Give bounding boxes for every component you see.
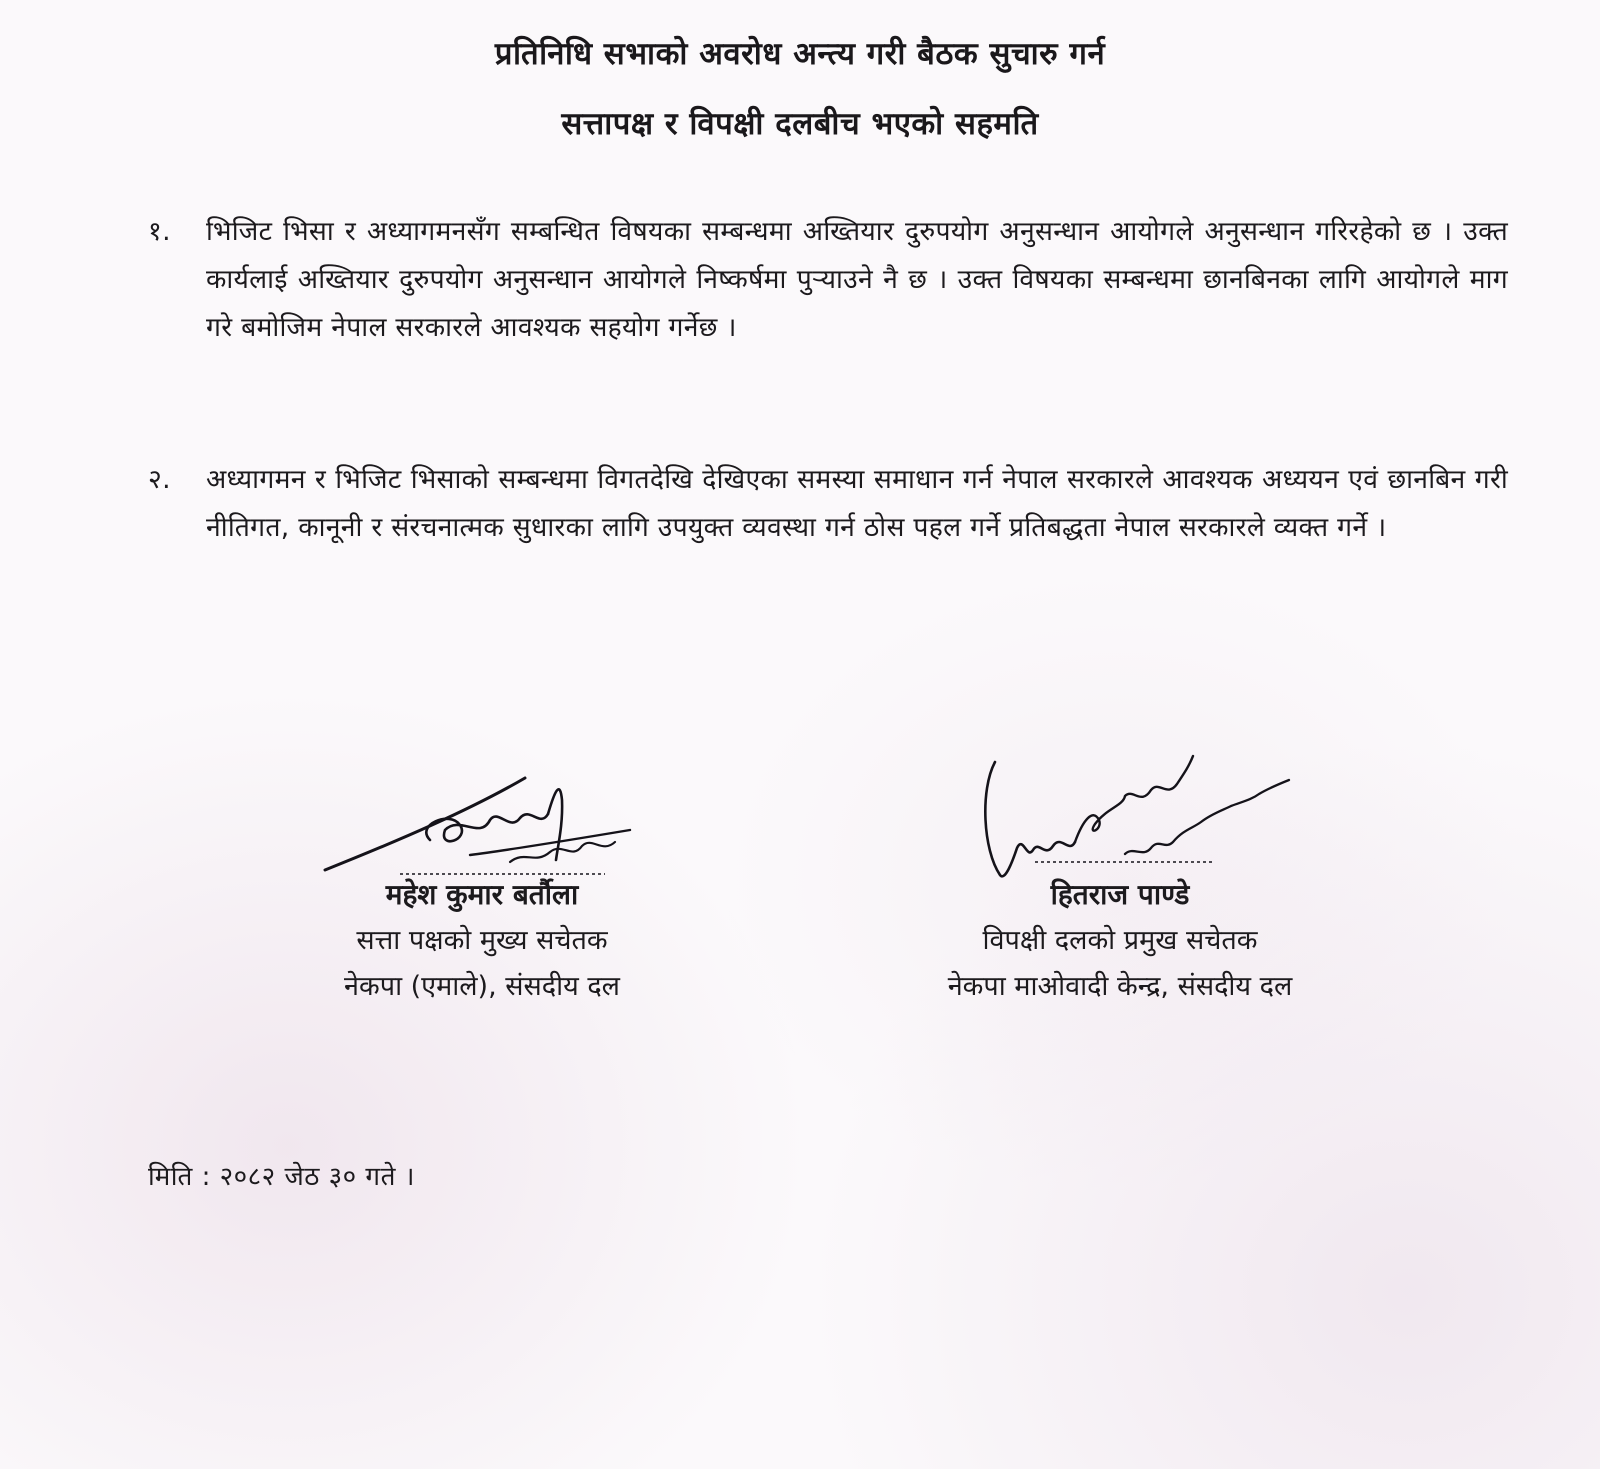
point-number: १. — [148, 216, 171, 247]
agreement-point-2 — [148, 456, 1508, 552]
signatory-role: विपक्षी दलको प्रमुख सचेतक — [982, 925, 1258, 956]
document-subtitle: सत्तापक्ष र विपक्षी दलबीच भएको सहमति — [561, 106, 1039, 142]
signatory-party: नेकपा (एमाले), संसदीय दल — [344, 971, 620, 1002]
left-signature — [310, 770, 650, 885]
left-signatory — [282, 872, 682, 1010]
agreement-point-1 — [148, 208, 1508, 352]
document-title: प्रतिनिधि सभाको अवरोध अन्त्य गरी बैठक सुचारु गर्न — [494, 36, 1106, 72]
right-signatory — [880, 872, 1360, 1010]
point-text: अध्यागमन र भिजिट भिसाको सम्बन्धमा विगतदेखि देखिएका समस्या समाधान गर्न नेपाल सरकारले आवश्यक अध्ययन एवं छानबिन गरी नीतिगत, कानूनी र संरचनात्मक सुधारका लागि उपयुक्त व्यवस्था गर्न ठोस पहल गर्ने प्रतिबद्धता नेपाल सरकारले व्यक्त गर्ने । — [206, 464, 1508, 543]
document-date: मिति : २०८२ जेठ ३० गते । — [148, 1162, 416, 1192]
point-number: २. — [148, 464, 171, 495]
signatory-name: हितराज पाण्डे — [1050, 878, 1190, 911]
point-text: भिजिट भिसा र अध्यागमनसँग सम्बन्धित विषयका सम्बन्धमा अख्तियार दुरुपयोग अनुसन्धान आयोगले अनुसन्धान गरिरहेको छ । उक्त कार्यलाई अख्तियार दुरुपयोग अनुसन्धान आयोगले निष्कर्षमा पुर्‍याउने नै छ । उक्त विषयका सम्बन्धमा छानबिनका लागि आयोगले माग गरे बमोजिम नेपाल सरकारले आवश्यक सहयोग गर्नेछ । — [206, 216, 1508, 343]
signatory-role: सत्ता पक्षको मुख्य सचेतक — [356, 925, 608, 956]
signatory-name: महेश कुमार बर्तौला — [385, 878, 579, 911]
signatory-party: नेकपा माओवादी केन्द्र, संसदीय दल — [947, 971, 1293, 1002]
